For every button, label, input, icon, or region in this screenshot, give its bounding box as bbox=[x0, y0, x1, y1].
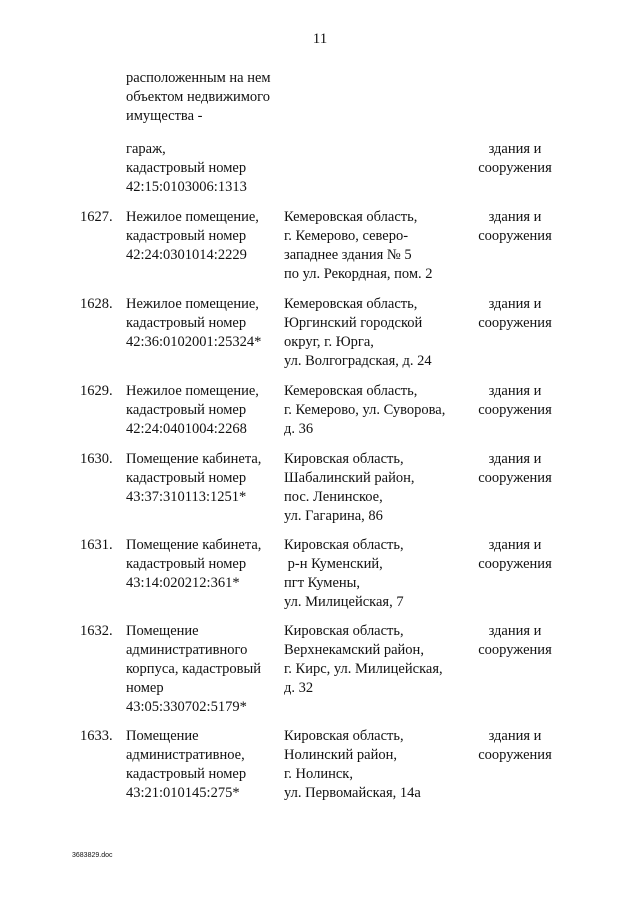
first-item-name: гараж, кадастровый номер 42:15:0103006:1313 bbox=[126, 141, 247, 195]
row-address: Кемеровская область, г. Кемерово, ул. Суворова, д. 36 bbox=[284, 383, 446, 437]
row-number: 1633. bbox=[80, 728, 113, 744]
row-name: Помещение административное, кадастровый номер 43:21:010145:275* bbox=[126, 728, 247, 801]
footer-filename: 3683829.doc bbox=[72, 852, 113, 859]
row-address: Кировская область, Верхнекамский район, г. Кирс, ул. Милицейская, д. 32 bbox=[284, 623, 443, 696]
row-category: здания и сооружения bbox=[478, 537, 552, 572]
row-name: Нежилое помещение, кадастровый номер 42:36:0102001:25324* bbox=[126, 296, 262, 350]
row-address: Кемеровская область, Юргинский городской округ, г. Юрга, ул. Волгоградская, д. 24 bbox=[284, 296, 432, 369]
row-number: 1631. bbox=[80, 537, 113, 553]
row-category: здания и сооружения bbox=[478, 209, 552, 244]
row-category: здания и сооружения bbox=[478, 728, 552, 763]
row-name: Помещение кабинета, кадастровый номер 43:37:310113:1251* bbox=[126, 451, 262, 505]
row-number: 1629. bbox=[80, 383, 113, 399]
intro-text: расположенным на нем объектом недвижимого имущества - bbox=[126, 70, 271, 124]
row-category: здания и сооружения bbox=[478, 623, 552, 658]
row-name: Помещение кабинета, кадастровый номер 43:14:020212:361* bbox=[126, 537, 262, 591]
page-number: 11 bbox=[312, 31, 328, 47]
row-address: Кировская область, Шабалинский район, пос. Ленинское, ул. Гагарина, 86 bbox=[284, 451, 415, 524]
row-address: Кировская область, р-н Куменский, пгт Кумены, ул. Милицейская, 7 bbox=[284, 537, 404, 610]
row-address: Кировская область, Нолинский район, г. Нолинск, ул. Первомайская, 14а bbox=[284, 728, 421, 801]
row-category: здания и сооружения bbox=[478, 296, 552, 331]
row-name: Нежилое помещение, кадастровый номер 42:24:0401004:2268 bbox=[126, 383, 259, 437]
row-name: Нежилое помещение, кадастровый номер 42:24:0301014:2229 bbox=[126, 209, 259, 263]
row-number: 1630. bbox=[80, 451, 113, 467]
row-address: Кемеровская область, г. Кемерово, северо- западнее здания № 5 по ул. Рекордная, пом. 2 bbox=[284, 209, 433, 282]
row-category: здания и сооружения bbox=[478, 383, 552, 418]
first-item-category: здания и сооружения bbox=[478, 141, 552, 176]
row-number: 1627. bbox=[80, 209, 113, 225]
row-number: 1632. bbox=[80, 623, 113, 639]
row-category: здания и сооружения bbox=[478, 451, 552, 486]
row-name: Помещение административного корпуса, кадастровый номер 43:05:330702:5179* bbox=[126, 623, 261, 715]
row-number: 1628. bbox=[80, 296, 113, 312]
